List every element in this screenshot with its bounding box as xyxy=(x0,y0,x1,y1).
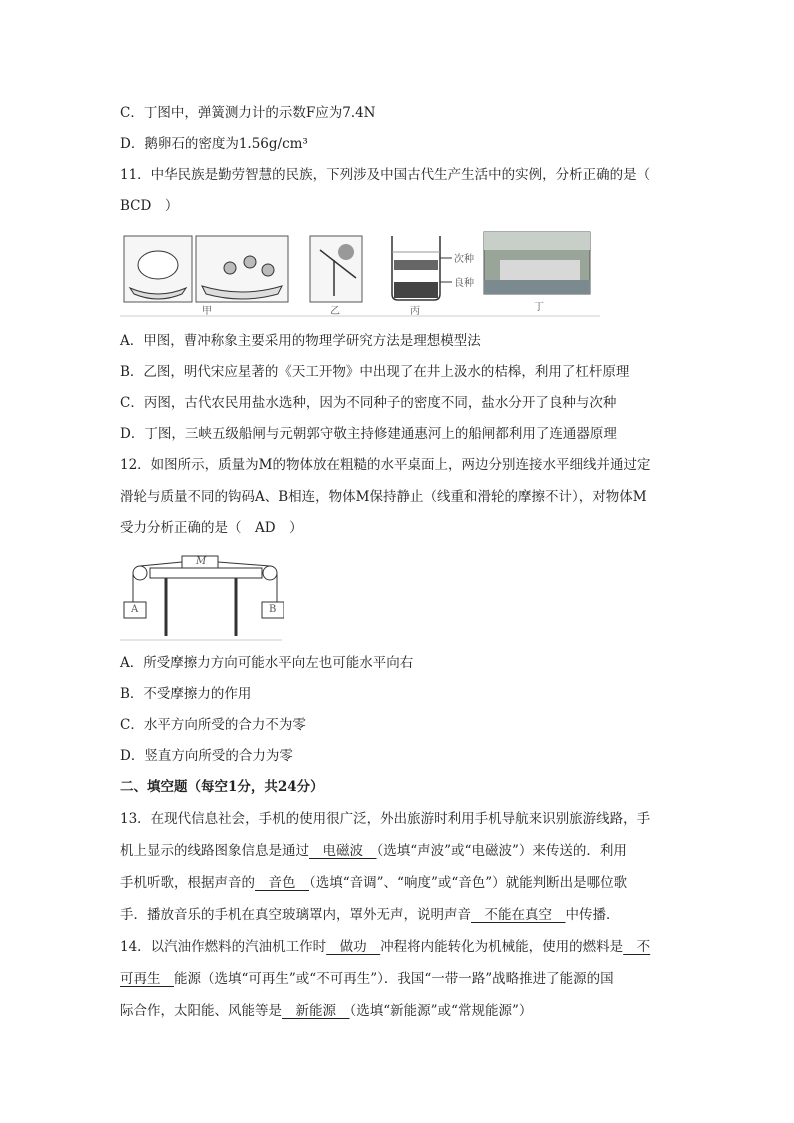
q12-stem-line2: 滑轮与质量不同的钩码A、B相连，物体M保持静止（线重和滑轮的摩擦不计），对物体M xyxy=(120,489,647,505)
fig-label-liangzhong: 良种 xyxy=(454,278,474,289)
q11-answer: BCD ） xyxy=(120,198,179,214)
q13-line2 xyxy=(120,842,627,860)
fig-label-bing: 丙 xyxy=(410,306,420,317)
fig-label-b: B xyxy=(269,604,277,615)
fig-label-jia: 甲 xyxy=(202,306,212,317)
q13-line3-text-c: （选填“音调”、“响度”或“音色”）就能判断出是哪位歌 xyxy=(309,875,628,891)
q14-line3-text-a: 际合作，太阳能、风能等是 xyxy=(120,1003,282,1019)
fig-label-m: M xyxy=(196,556,207,567)
q14-line1-text-c: 冲程将内能转化为机械能，使用的燃料是 xyxy=(380,939,624,955)
q14-line2-text-b: 能源（选填“可再生”或“不可再生”）．我国“一带一路”战略推进了能源的国 xyxy=(174,971,614,987)
q14-line3-text-c: （选填“新能源”或“常规能源”） xyxy=(349,1003,533,1019)
q13-line2-text-a: 机上显示的线路图象信息是通过 xyxy=(120,843,309,859)
fig-label-a: A xyxy=(131,604,139,615)
q12-option-a: A．所受摩擦力方向可能水平向左也可能水平向右 xyxy=(120,655,414,671)
fig-label-ding: 丁 xyxy=(534,302,544,313)
q12-option-c: C．水平方向所受的合力不为零 xyxy=(120,717,306,733)
q12-stem-line3: 受力分析正确的是（ AD ） xyxy=(120,520,303,536)
q12-figure xyxy=(120,550,284,642)
q14-line2 xyxy=(120,970,614,988)
q14-answer-3: 新能源 xyxy=(282,1003,350,1019)
q13-answer-1: 电磁波 xyxy=(309,843,377,859)
q13-line3 xyxy=(120,874,627,892)
q13-line2-text-c: （选填“声波”或“电磁波”）来传送的．利用 xyxy=(376,843,627,859)
q13-answer-3: 不能在真空 xyxy=(471,907,566,923)
q13-line4-text-a: 手．播放音乐的手机在真空玻璃罩内，罩外无声，说明声音 xyxy=(120,907,471,923)
q13-answer-2: 音色 xyxy=(255,875,309,891)
q14-answer-2-part1: 不 xyxy=(623,939,651,955)
q11-figure-drawing xyxy=(120,230,602,318)
q10-option-c: C．丁图中，弹簧测力计的示数F应为7.4N xyxy=(120,105,376,121)
q11-figure xyxy=(120,230,602,318)
q11-option-b: B．乙图，明代宋应星著的《天工开物》中出现了在井上汲水的桔槔，利用了杠杆原理 xyxy=(120,364,630,380)
q14-line1-text-a: 14．以汽油作燃料的汽油机工作时 xyxy=(120,939,327,955)
q14-answer-1: 做功 xyxy=(326,939,381,955)
q13-line4-text-c: 中传播． xyxy=(565,907,620,923)
q12-stem-line1: 12．如图所示，质量为M的物体放在粗糙的水平桌面上，两边分别连接水平细线并通过定 xyxy=(120,457,651,473)
q13-line1: 13．在现代信息社会，手机的使用很广泛，外出旅游时利用手机导航来识别旅游线路，手 xyxy=(120,811,651,827)
q12-option-d: D．竖直方向所受的合力为零 xyxy=(120,748,293,764)
q11-stem: 11．中华民族是勤劳智慧的民族，下列涉及中国古代生产生活中的实例，分析正确的是（ xyxy=(120,167,651,183)
q10-option-d: D．鹅卵石的密度为1.56g/cm³ xyxy=(120,136,308,152)
q14-line1 xyxy=(120,938,650,956)
q11-option-c: C．丙图，古代农民用盐水选种，因为不同种子的密度不同，盐水分开了良种与次种 xyxy=(120,395,617,411)
q11-option-d: D．丁图，三峡五级船闸与元朝郭守敬主持修建通惠河上的船闸都利用了连通器原理 xyxy=(120,426,617,442)
section-title: 二、填空题（每空1分，共24分） xyxy=(120,779,324,795)
q13-line3-text-a: 手机听歌，根据声音的 xyxy=(120,875,255,891)
q11-option-a: A．甲图，曹冲称象主要采用的物理学研究方法是理想模型法 xyxy=(120,333,481,349)
fig-label-cizhong: 次种 xyxy=(454,254,474,265)
q13-line4 xyxy=(120,906,620,924)
q14-line3 xyxy=(120,1002,532,1020)
q12-option-b: B．不受摩擦力的作用 xyxy=(120,686,252,702)
q14-answer-2-part2: 可再生 xyxy=(120,971,174,987)
fig-label-yi: 乙 xyxy=(330,306,340,317)
